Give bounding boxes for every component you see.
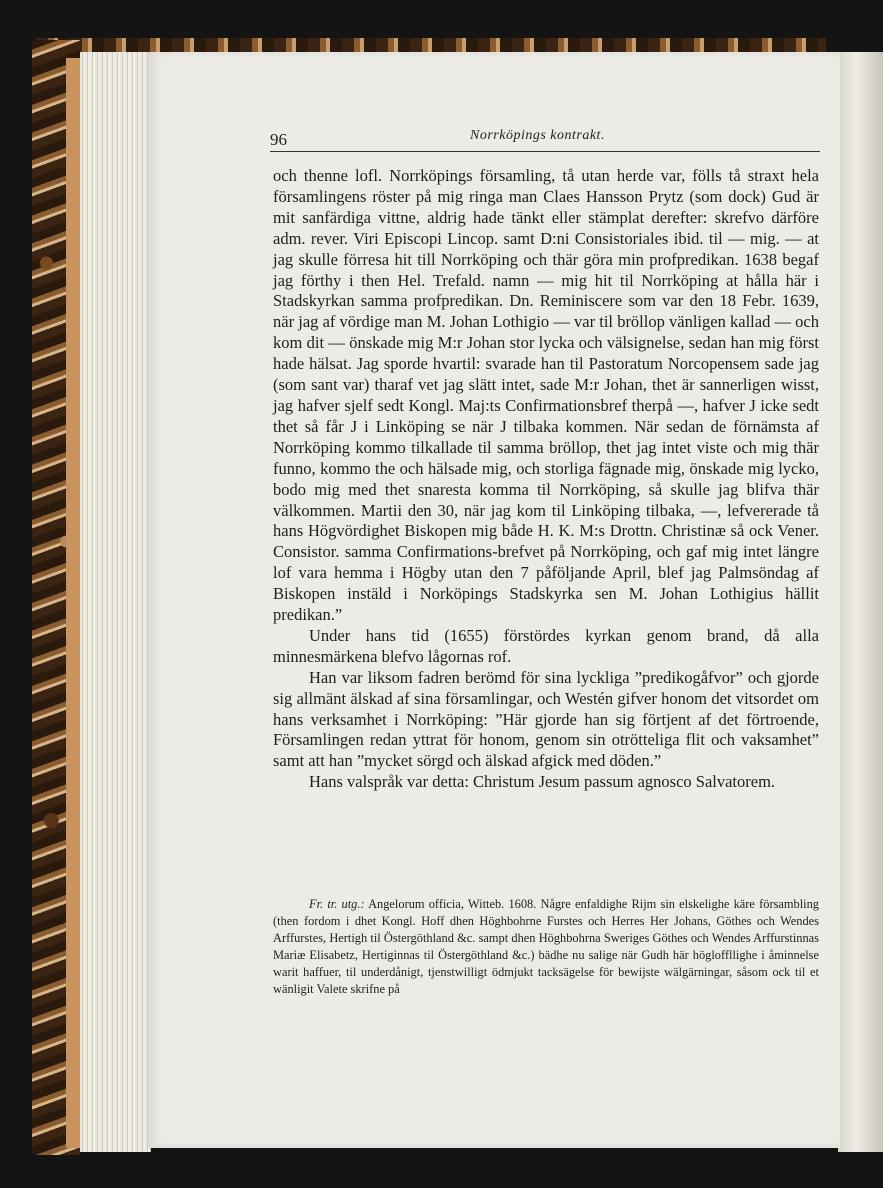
page-header [270,127,820,152]
footnote-label: Fr. tr. utg.: [309,897,365,911]
running-title: Norrköpings kontrakt. [470,128,605,143]
paragraph-3: Han var liksom fadren berömd för sina lyckliga ”predikogåfvor” och gjorde sig allmänt älskad af sina församlingar, och Westén gifver honom det vitsordet om hans verksamhet i Norrköping: ”Här gjorde han sig förtjent af det förtroende, Församlingen redan yttrat för honom, genom sin otrötteliga flit och vaksamhet” samt att han ”mycket sörgd och älskad afgick med döden.” [273,667,819,771]
body-text [273,166,819,793]
paragraph-1: och thenne lofl. Norrköpings församling, tå utan herde var, fölls tå straxt hela församlingens röster på mig ringa man Claes Hansson Prytz (som dock) Gud är mit sanfärdiga vittne, aldrig hade tänkt eller stämplat derefter: skrefvo därföre adm. rever. Viri Episcopi Lincop. samt D:ni Consistoriales ibid. til — mig. — at jag skulle förresa hit till Norrköping och thär göra min profpredikan. 1638 begaf jag förthy i then Hel. Trefald. namn — mig hit til Norrköping at hålla här i Stadskyrkan samma profpredikan. Dn. Reminiscere som var den 18 Febr. 1639, när jag af vördige man M. Johan Lothigio — var til bröllop vänligen kallad — och kom dit — önskade mig M:r Johan stor lycka och välsignelse, sedan han mig först hade hälsat. Jag sporde hvartil: svarade han til Pastoratum Norcopensem sade jag (som sant var) tharaf vet jag slätt intet, sade M:r Johan, thet är sannerligen wisst, jag hafver sjelf sedt Kongl. Maj:ts Confirmationsbref therpå —, hafver J icke sedt thet så får J i Linköping se när J tilbaka kommen. När sedan de förnämsta af Norrköping kommo tilkallade til samma bröllop, thet jag intet viste och mig thär funno, kommo the och hälsade mig, och storliga fägnade mig, önskade mig lycko, bodo mig med thet snaresta komma til Norrköping, så skulle jag blifva thär välkommen. Martii den 30, när jag kom til Linköping tilbaka, —, lefvererade tå hans Högvördighet Biskopen mig både H. K. M:s Drottn. Christinæ så ock Vener. Consistor. samma Confirmations-brefvet på Norrköping, och gaf mig intet längre lof vara hemma i Högby utan den 7 påföljande April, blef jag Palmsöndag af Biskopen instäld i Norköpings Stadskyrka sen M. Johan Lothigius hällit predikan.” [273,166,819,625]
book-spine-edge [66,58,80,1148]
page-number: 96 [270,130,287,149]
book-cover-top-edge [36,38,826,52]
footnote [273,896,819,998]
footnote-text: Angelorum officia, Witteb. 1608. Någre enfaldighe Rijm sin elskelighe käre försambling (then fordom i dhet Kongl. Hoff dhen Höghbohrne Furstes och Herres Her Johans, Göthes och Wendes Arffurstes, Hertigh til Östergöthland &c. sampt dhen Höghbohrna Sweriges Göthes och Wendes Arffurstinnas Mariæ Elisabetz, Hertiginnas til Östergöthland &c.) bädhe nu salige när Gudh här högloffllighe i åminnelse warit haffuer, til underdånigt, tjenstwilligt ödmjukt tacksägelse för bewijste wälgärningar, såsom ock til et wänligit Valete skrifne på [273,897,819,996]
facing-page-edge [838,52,883,1152]
paragraph-4: Hans valspråk var detta: Christum Jesum passum agnosco Salvatorem. [309,772,776,792]
page-stack-edges [80,52,151,1152]
paragraph-2: Under hans tid (1655) förstördes kyrkan genom brand, då alla minnesmärkena blefvo lågornas rof. [273,625,819,666]
